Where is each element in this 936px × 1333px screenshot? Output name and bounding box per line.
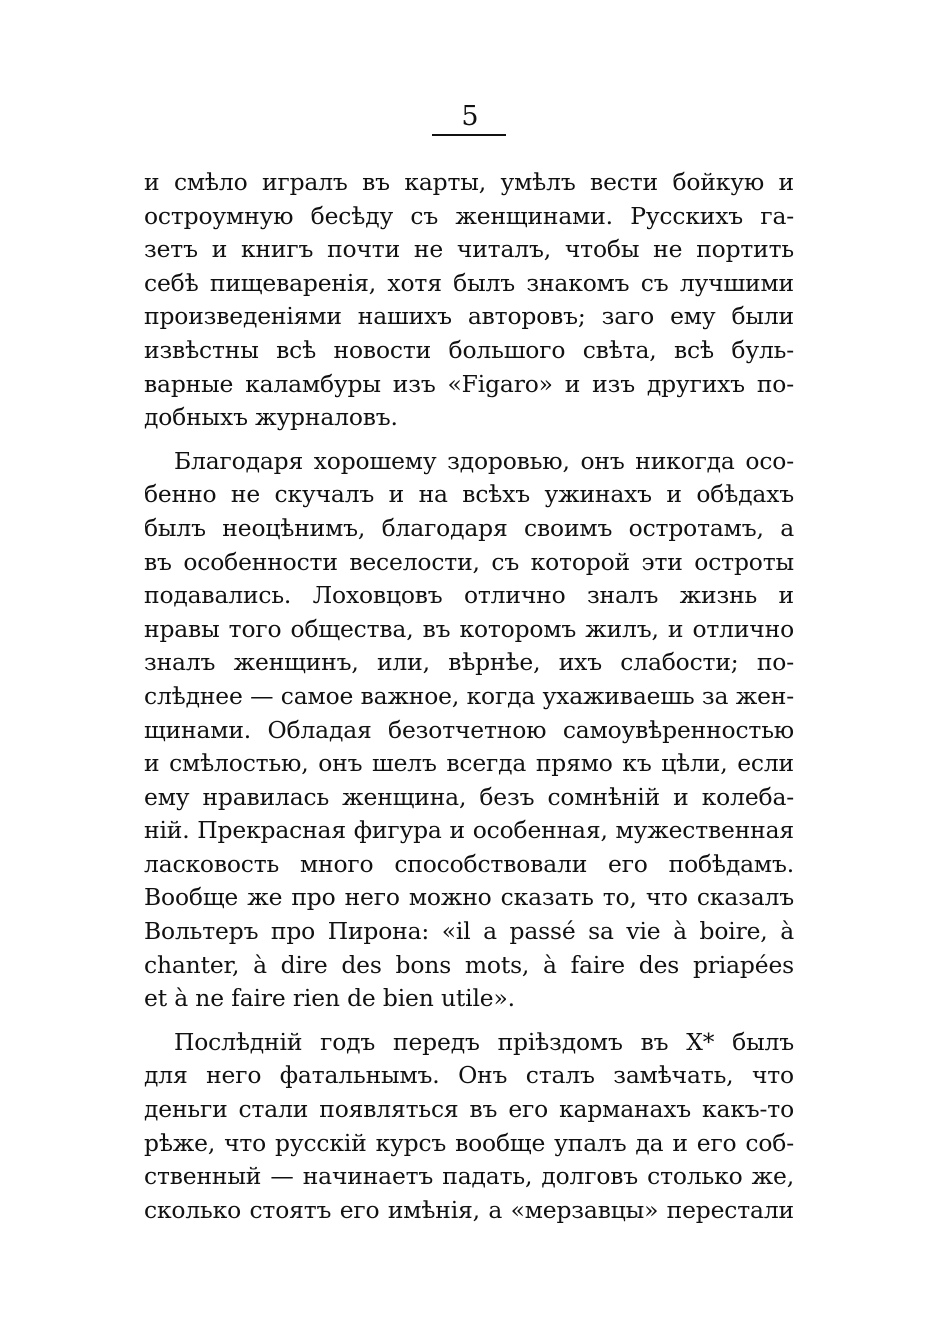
text-line: деньги стали появляться въ его карманахъ какъ-то bbox=[144, 1095, 794, 1124]
text-line: въ особенности веселости, съ которой эти остроты bbox=[144, 547, 794, 576]
text-line: подавались. Лоховцовъ отлично зналъ жизнь и bbox=[144, 581, 794, 610]
text-line: для него фатальнымъ. Онъ сталъ замѣчать, что bbox=[144, 1061, 794, 1090]
text-line: себѣ пищеваренія, хотя былъ знакомъ съ лучшими bbox=[144, 268, 794, 297]
text-line: нравы того общества, въ которомъ жилъ, и отлично bbox=[144, 614, 794, 643]
paragraph-gap bbox=[144, 1016, 794, 1026]
text-line: остроумную бесѣду съ женщинами. Русскихъ га- bbox=[144, 201, 794, 230]
text-line: произведеніями нашихъ авторовъ; заго ему были bbox=[144, 302, 794, 331]
text-line: et à ne faire rien de bien utile». bbox=[144, 984, 515, 1013]
page-number: 5 bbox=[461, 101, 479, 132]
page-number-rule bbox=[432, 134, 506, 136]
text-line: извѣстны всѣ новости большого свѣта, всѣ буль- bbox=[144, 335, 794, 364]
text-line: слѣднее — самое важное, когда ухаживаешь за жен- bbox=[144, 681, 794, 710]
text-line: Вольтеръ про Пирона: «il a passé sa vie à boire, à bbox=[144, 917, 794, 946]
text-line: зналъ женщинъ, или, вѣрнѣе, ихъ слабости; по- bbox=[144, 648, 794, 677]
paragraph-gap bbox=[144, 435, 794, 445]
text-line: былъ неоцѣнимъ, благодаря своимъ остротамъ, а bbox=[144, 513, 794, 542]
text-line: щинами. Обладая безотчетною самоувѣренностью bbox=[144, 715, 794, 744]
text-line: и смѣло игралъ въ карты, умѣлъ вести бойкую и bbox=[144, 168, 794, 196]
paragraph bbox=[144, 445, 794, 1016]
paragraph bbox=[144, 166, 794, 435]
text-line: бенно не скучалъ и на всѣхъ ужинахъ и обѣдахъ bbox=[144, 480, 794, 509]
text-line: ній. Прекрасная фигура и особенная, мужественная bbox=[144, 816, 794, 845]
body-text bbox=[144, 166, 794, 1227]
text-line: варные каламбуры изъ «Figaro» и изъ другихъ по- bbox=[144, 369, 794, 398]
text-line: chanter, à dire des bons mots, à faire des priapées bbox=[144, 950, 794, 979]
paragraph bbox=[144, 1026, 794, 1228]
text-line: Послѣдній годъ передъ пріѣздомъ въ Х* былъ bbox=[174, 1027, 794, 1056]
text-line: ему нравилась женщина, безъ сомнѣній и колеба- bbox=[144, 782, 794, 811]
text-line: добныхъ журналовъ. bbox=[144, 403, 398, 432]
text-line: зетъ и книгъ почти не читалъ, чтобы не портить bbox=[144, 235, 794, 264]
text-line: ственный — начинаетъ падать, долговъ столько же, bbox=[144, 1162, 794, 1191]
text-line: Вообще же про него можно сказать то, что сказалъ bbox=[144, 883, 794, 912]
text-line: рѣже, что русскій курсъ вообще упалъ да и его соб- bbox=[144, 1128, 794, 1157]
text-line: и смѣлостью, онъ шелъ всегда прямо къ цѣли, если bbox=[144, 749, 794, 778]
text-line: ласковость много способствовали его побѣдамъ. bbox=[144, 849, 794, 878]
text-line: сколько стоятъ его имѣнія, а «мерзавцы» перестали bbox=[144, 1195, 794, 1224]
text-line: Благодаря хорошему здоровью, онъ никогда осо- bbox=[174, 446, 794, 475]
